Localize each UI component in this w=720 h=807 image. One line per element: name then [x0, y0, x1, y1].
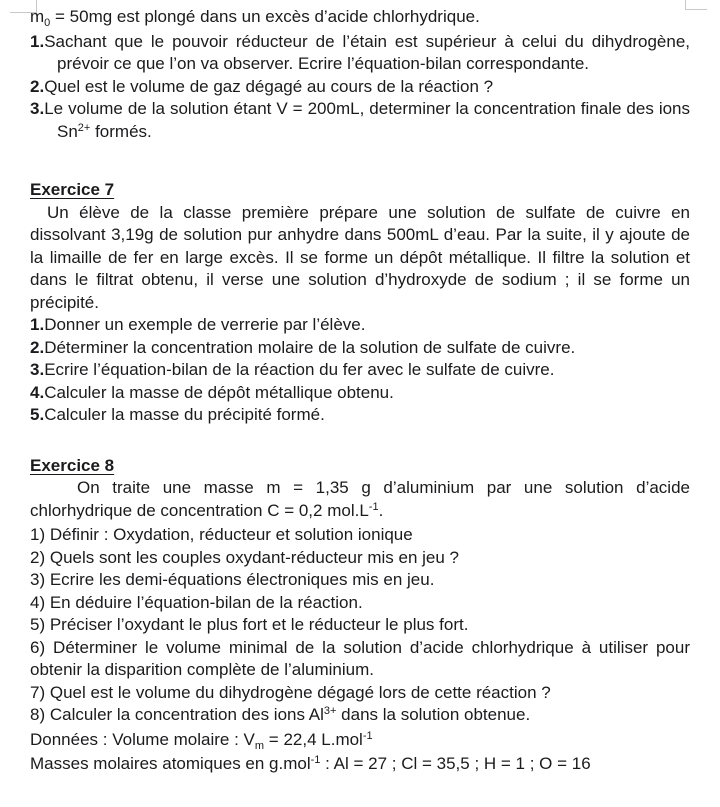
data-text: Données : Volume molaire : V — [30, 729, 255, 749]
item-text: Calculer la concentration des ions Al — [45, 705, 324, 724]
item-text: Déterminer la concentration molaire de la solution de sulfate de cuivre. — [44, 337, 576, 357]
exercise6-intro-text: = 50mg est plongé dans un excès d’acide chlorhydrique. — [50, 7, 480, 26]
exercise7-item-1 — [30, 314, 690, 337]
corner-mark-right — [685, 0, 707, 10]
item-number: 1. — [30, 31, 45, 51]
item-number: 3. — [30, 99, 45, 118]
item-text: Sachant que le pouvoir réducteur de l’étain est supérieur à celui du dihydrogène, prévoir ce que l’on va observer. Ecrire l’équation-bilan correspondante. — [44, 31, 690, 73]
exercise8-item-3 — [30, 569, 690, 592]
section-exercise6-continuation — [30, 6, 690, 145]
exercise7-item-5 — [30, 404, 690, 427]
exercise7-item-3 — [30, 359, 690, 382]
item-number: 1) — [30, 525, 46, 544]
exercise6-intro-line — [30, 6, 690, 31]
item-text: dans la solution obtenue. — [336, 705, 531, 724]
exercise8-title: Exercice 8 — [30, 455, 115, 475]
item-text: Déterminer le volume minimal de la solution d’acide chlorhydrique à utiliser pour obtenir la disparition complète de l’aluminium. — [30, 637, 690, 679]
superscript-ion-charge: 2+ — [77, 121, 91, 134]
exercise8-item-2 — [30, 547, 690, 570]
item-number: 5) — [30, 615, 46, 634]
exercise8-item-6 — [30, 637, 690, 682]
item-text: Définir : Oxydation, réducteur et solution ionique — [45, 525, 413, 544]
subscript-zero: 0 — [44, 17, 51, 29]
data-text: = 22,4 L.mol — [264, 729, 363, 749]
item-text: Calculer la masse du précipité formé. — [44, 405, 325, 424]
item-number: 3) — [30, 570, 46, 589]
item-number: 2. — [30, 337, 45, 357]
item-number: 4) — [30, 592, 46, 612]
exercise8-item-8 — [30, 704, 690, 729]
exercise7-item-4 — [30, 382, 690, 405]
exercise8-item-5 — [30, 614, 690, 637]
superscript-exponent: -1 — [362, 729, 373, 742]
item-number: 4. — [30, 382, 45, 402]
item-text: Calculer la masse de dépôt métallique obtenu. — [44, 382, 394, 402]
superscript-exponent: -1 — [310, 754, 321, 766]
item-text: En déduire l’équation-bilan de la réaction. — [45, 592, 363, 612]
exercise8-item-1 — [30, 524, 690, 547]
exercise6-item-2 — [30, 76, 690, 99]
item-text: Quel est le volume du dihydrogène dégagé lors de cette réaction ? — [45, 682, 551, 702]
item-number: 6) — [30, 637, 46, 657]
item-text: Quels sont les couples oxydant-réducteur mis en jeu ? — [45, 547, 460, 567]
superscript-ion-charge: 3+ — [323, 705, 337, 717]
corner-mark-left — [10, 0, 37, 13]
item-text: Ecrire l’équation-bilan de la réaction du fer avec le sulfate de cuivre. — [44, 360, 555, 379]
masses-text: : Al = 27 ; Cl = 35,5 ; H = 1 ; O = 16 — [320, 754, 591, 773]
subscript-m: m — [254, 739, 265, 752]
exercise8-intro-paragraph — [30, 477, 690, 524]
exercise7-item-2 — [30, 337, 690, 360]
item-number: 5. — [30, 405, 45, 424]
intro-text: . — [378, 500, 384, 520]
exercise6-item-1 — [30, 31, 690, 76]
item-number: 3. — [30, 360, 45, 379]
exercise7-intro-paragraph: Un élève de la classe première prépare une solution de sulfate de cuivre en dissolvant 3,19g de solution pur anhydre dans 500mL d’eau. Par la suite, il y ajoute de la limaille de fer en large excès. Il se forme un dépôt métallique. Il filtre la solution et dans le filtrat obtenu, il verse une solution d’hydroxyde de sodium ; il se forme un précipité. — [30, 202, 690, 312]
masses-text: Masses molaires atomiques en g.mol — [30, 754, 311, 773]
exercise8-item-7 — [30, 682, 690, 705]
item-number: 1. — [30, 315, 45, 334]
exercise6-item-3 — [30, 98, 690, 145]
item-text: Quel est le volume de gaz dégagé au cours de la réaction ? — [44, 76, 494, 96]
item-number: 7) — [30, 682, 46, 702]
item-text: Préciser l’oxydant le plus fort et le réducteur le plus fort. — [45, 615, 469, 634]
intro-text: On traite une masse m = 1,35 g d’aluminium par une solution d’acide chlorhydrique de concentration C = 0,2 mol.L — [30, 478, 690, 520]
exercise8-molar-masses-line — [30, 753, 690, 778]
mass-symbol: m — [30, 7, 45, 26]
exercise8-item-4 — [30, 592, 690, 615]
exercise7-title: Exercice 7 — [30, 180, 115, 199]
item-text: Donner un exemple de verrerie par l’élève. — [44, 315, 366, 334]
section-exercise7 — [30, 179, 690, 427]
item-text: Ecrire les demi-équations électroniques mis en jeu. — [45, 570, 435, 589]
item-number: 2. — [30, 76, 45, 96]
exercise8-data-line — [30, 729, 690, 754]
item-text: Le volume de la solution étant V = 200mL, determiner la concentration finale des ions Sn — [44, 99, 690, 141]
item-text: formés. — [90, 121, 152, 141]
item-number: 2) — [30, 547, 46, 567]
superscript-exponent: -1 — [368, 500, 379, 513]
item-number: 8) — [30, 705, 46, 724]
section-exercise8 — [30, 455, 690, 778]
